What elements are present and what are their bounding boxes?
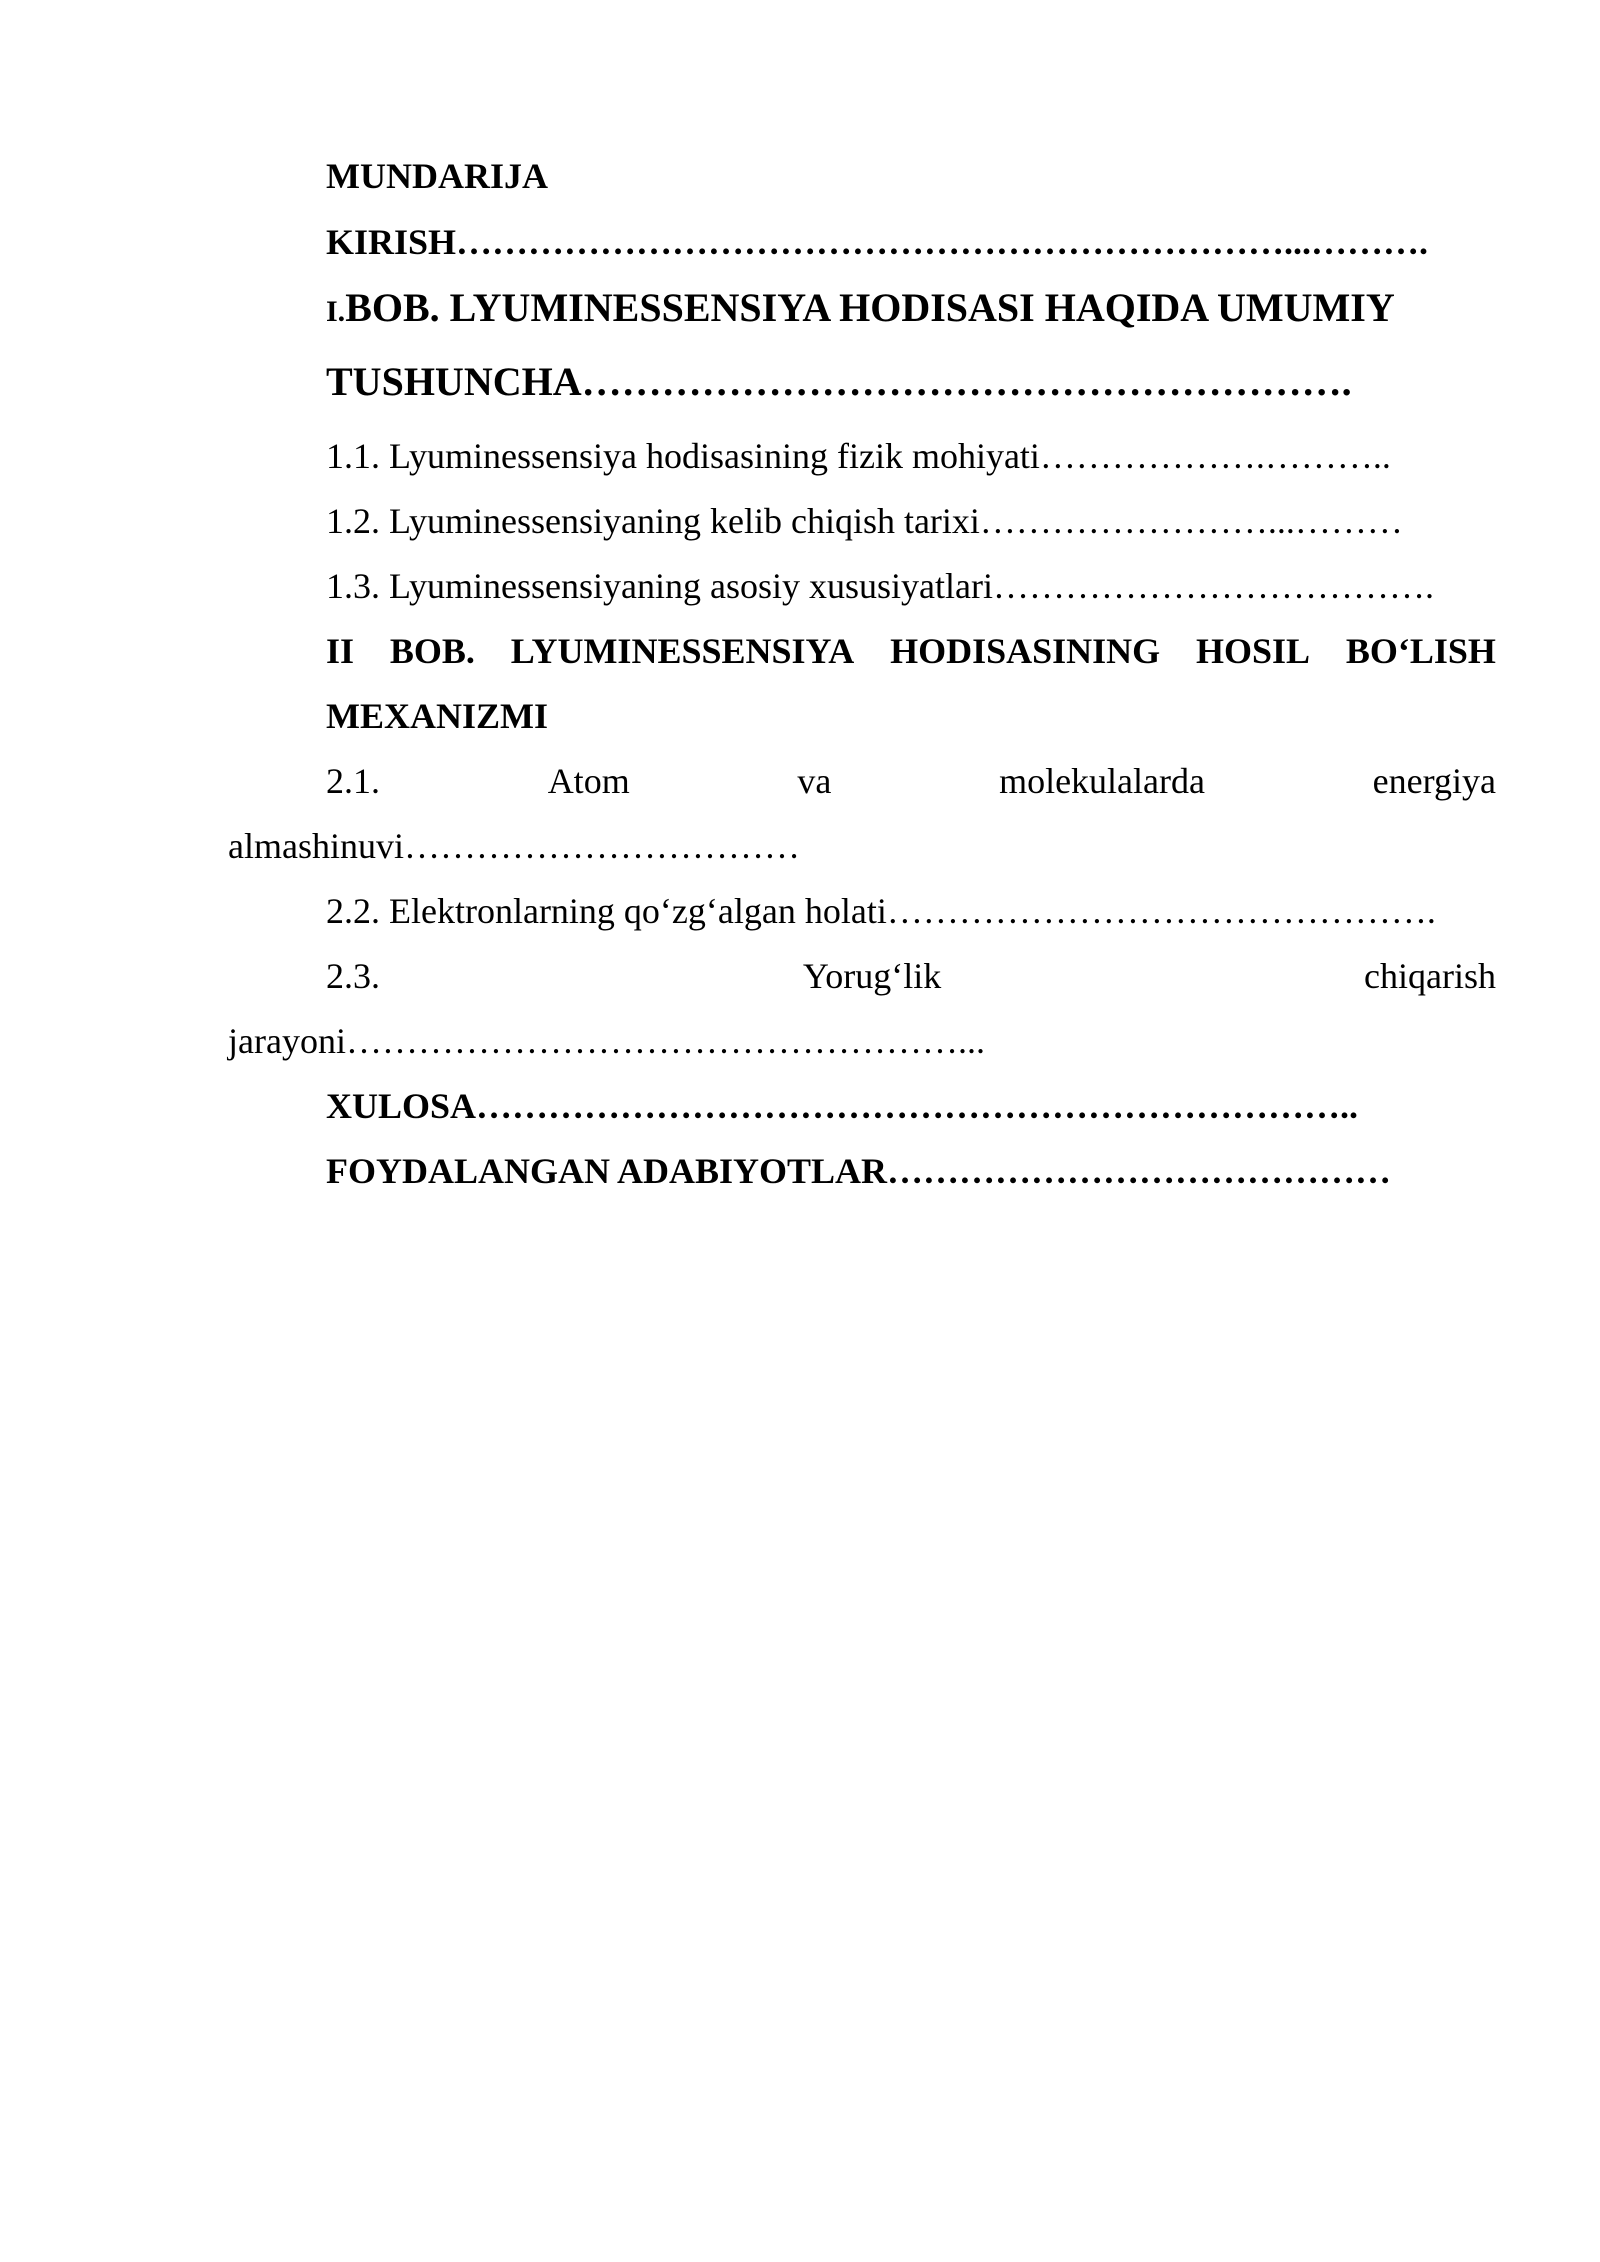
toc-word: II xyxy=(326,631,355,671)
toc-word: Yorug‘lik xyxy=(802,956,942,996)
toc-entry-2-3-line1 xyxy=(326,954,1496,998)
toc-entry-kirish: KIRISH……………………………………………………………...………. xyxy=(326,222,1429,262)
toc-word: HODISASINING xyxy=(890,631,1161,671)
toc-word: chiqarish xyxy=(1364,956,1496,996)
toc-entry-bob1-title: BOB. LYUMINESSENSIYA HODISASI HAQIDA UMUMIY xyxy=(345,285,1395,330)
toc-word: HOSIL xyxy=(1196,631,1311,671)
toc-entry-2-2: 2.2. Elektronlarning qo‘zg‘algan holati………………………………………. xyxy=(326,891,1436,931)
toc-entry-1-3: 1.3. Lyuminessensiyaning asosiy xususiyatlari………………………………. xyxy=(326,566,1434,606)
toc-entry-bob1-prefix: I. xyxy=(326,295,346,328)
toc-entry-bob1-line1 xyxy=(326,286,1395,334)
toc-entry-bob2-line2: MEXANIZMI xyxy=(326,696,548,736)
toc-entry-2-1-line1 xyxy=(326,759,1496,803)
toc-entry-bob2-line1 xyxy=(326,629,1496,673)
toc-word: 2.3. xyxy=(326,956,380,996)
toc-word: LYUMINESSENSIYA xyxy=(510,631,855,671)
toc-word: molekulalarda xyxy=(999,761,1205,801)
toc-word: Atom xyxy=(547,761,630,801)
toc-word: va xyxy=(797,761,832,801)
toc-word: BO‘LISH xyxy=(1345,631,1496,671)
toc-entry-1-1: 1.1. Lyuminessensiya hodisasining fizik mohiyati……………….……….. xyxy=(326,436,1391,476)
toc-entry-2-1-line2: almashinuvi…………………………… xyxy=(228,826,800,866)
toc-heading: MUNDARIJA xyxy=(326,156,548,196)
toc-entry-adabiyotlar: FOYDALANGAN ADABIYOTLAR…………………………………… xyxy=(326,1151,1392,1191)
toc-word: energiya xyxy=(1372,761,1496,801)
toc-word: 2.1. xyxy=(326,761,380,801)
toc-entry-2-3-line2: jarayoni……………………………………………... xyxy=(228,1021,985,1061)
toc-entry-bob1-line2: TUSHUNCHA…………………………………………………. xyxy=(326,359,1352,404)
toc-word: BOB. xyxy=(389,631,475,671)
toc-entry-1-2: 1.2. Lyuminessensiyaning kelib chiqish tarixi……………………...……… xyxy=(326,501,1403,541)
toc-entry-xulosa: XULOSA……………………………………………………………….. xyxy=(326,1086,1359,1126)
